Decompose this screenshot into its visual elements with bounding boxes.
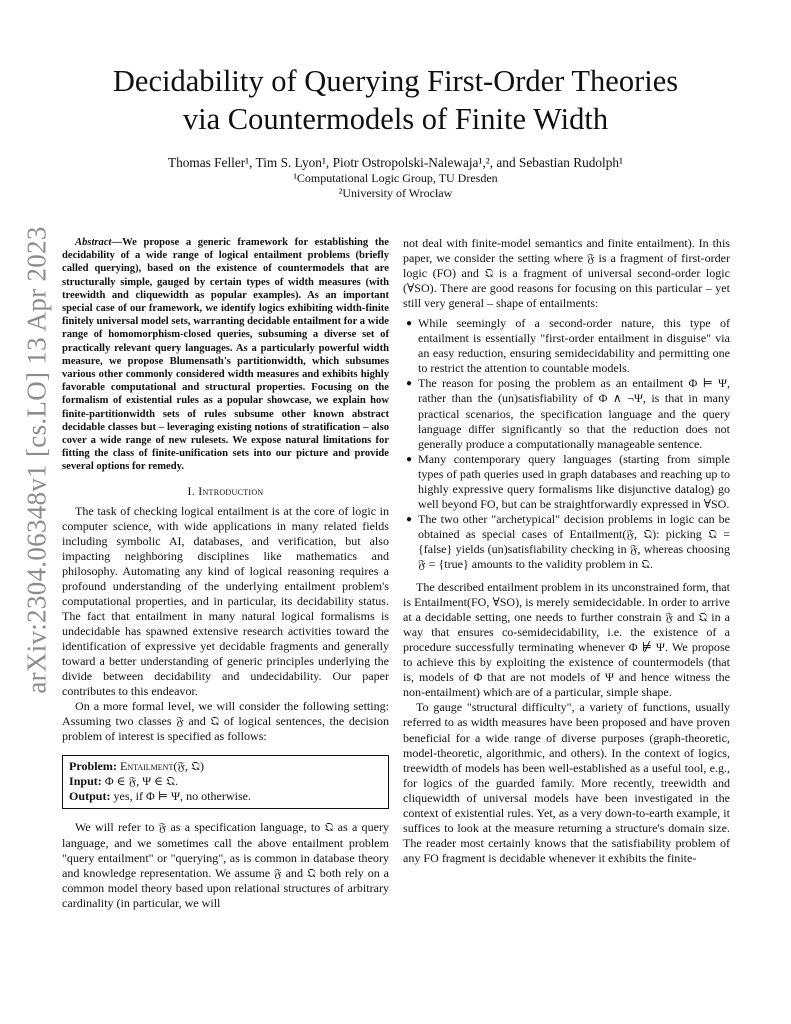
right-paragraph-1: not deal with finite-model semantics and finite entailment). In this paper, we consider the setting where 𝔉 is a fragment of first-order logic (FO) and 𝔔 is a fragment of universal second-order logic (∀SO). There are good reasons for focusing on this particular – yet still very general – shape of entailments:	[403, 236, 730, 311]
problem-label: Problem:	[69, 759, 117, 774]
list-item-text: While seemingly of a second-order nature, this type of entailment is essentially "first-order entailment in disguise" via an easy reduction, ensuring semidecidability and permitting one to restrict the attention to countable models.	[418, 316, 730, 376]
left-column	[62, 236, 389, 911]
bullet-icon: ●	[406, 318, 413, 330]
title-line-2: via Countermodels of Finite Width	[182, 102, 609, 136]
problem-box	[62, 755, 389, 809]
arxiv-id: arXiv:2304.06348v1 [cs.LO] 13 Apr 2023	[21, 226, 52, 694]
problem-row	[69, 759, 384, 774]
list-item	[406, 451, 730, 512]
list-item	[406, 376, 730, 451]
input-label: Input:	[69, 774, 102, 789]
right-paragraph-3: To gauge "structural difficulty", a variety of functions, usually referred to as width measures have been proposed and have proven beneficial for a wide range of diverse purposes (graph-theoretic, model-theoretic, algorithmic, and others). In the context of logics, treewidth of models has been well-established as a useful tool, e.g., for logics of the guarded family. More recently, treewidth and cliquewidth of universal models have been investigated in the context of existential rules. Yet, as a very down-to-earth example, it suffices to look at the measure returning a structure's domain size. The reader most certainly knows that the satisfiability problem of any FO fragment is decidable whenever it exhibits the finite-	[403, 700, 730, 865]
author-block	[60, 155, 731, 201]
arxiv-side-stamp	[8, 226, 66, 694]
output-row	[69, 789, 384, 804]
bullet-icon: ●	[406, 378, 413, 390]
affiliation-2: ²University of Wrocław	[338, 186, 453, 200]
list-item-text: The reason for posing the problem as an entailment Φ ⊨ Ψ, rather than the (un)satisfiability of Φ ∧ ¬Ψ, is that in many practical scenarios, the specification language and the query language differ significantly so that the reduction does not generally produce a computationally manageable sentence.	[418, 376, 730, 451]
abstract	[62, 236, 389, 474]
output-value: yes, if Φ ⊨ Ψ, no otherwise.	[113, 789, 251, 804]
problem-value: Entailment(𝔉, 𝔔)	[119, 759, 204, 774]
authors-line: Thomas Feller¹, Tim S. Lyon¹, Piotr Ostropolski-Nalewaja¹,², and Sebastian Rudolph¹	[167, 155, 623, 170]
intro-paragraph-1: The task of checking logical entailment is at the core of logic in computer science, with wide applications in many related fields including symbolic AI, databases, and verification, but also impacting neighboring disciplines like mathematics and philosophy. Automating any kind of logical reasoning requires a profound understanding of the underlying entailment problem's computational properties, and in particular, its decidability status. The fact that entailment in many natural logical formalisms is undecidable has spawned extensive research activities toward the identification of expressive yet decidable fragments and generally toward a better understanding of generic principles underlying the divide between decidability and undecidability. Our paper contributes to this endeavor.	[62, 503, 389, 699]
intro-paragraph-3: We will refer to 𝔉 as a specification language, to 𝔔 as a query language, and we sometimes call the above entailment problem "query entailment" or "querying", as is common in database theory and knowledge representation. We assume 𝔉 and 𝔔 both rely on a common model theory based upon relational structures of arbitrary cardinality (in particular, we will	[62, 820, 389, 910]
paper-title	[60, 62, 731, 138]
list-item-text: The two other "archetypical" decision problems in logic can be obtained as special cases of Entailment(𝔉, 𝔔): picking 𝔔 = {false} yields (un)satisfiability checking in 𝔉, whereas choosing 𝔉 = {true} amounts to the validity problem in 𝔔.	[418, 511, 730, 571]
section-heading: I. Introduction	[187, 483, 264, 498]
list-item	[406, 316, 730, 376]
list-item-text: Many contemporary query languages (starting from simple types of path queries used in graph databases and reaching up to highly expressive query formalisms like disjunctive datalog) go well beyond FO, but can be straightforwardly expressed in ∀SO.	[418, 451, 730, 511]
title-line-1: Decidability of Querying First-Order Theories	[112, 64, 679, 98]
output-label: Output:	[69, 789, 111, 804]
intro-paragraph-2: On a more formal level, we will consider the following setting: Assuming two classes 𝔉 and 𝔔 of logical sentences, the decision problem of interest is specified as follows:	[62, 699, 389, 744]
right-paragraph-2: The described entailment problem in its unconstrained form, that is Entailment(FO, ∀SO), is merely semidecidable. In order to arrive at a decidable setting, one needs to further constrain 𝔉 and 𝔔 in a way that ensures co-semidecidability, i.e. the existence of a procedure successfully terminating whenever Φ ⊭ Ψ. We propose to achieve this by exploiting the existence of countermodels (that is, models of Φ that are not models of Ψ and hence witness the non-entailment) which are of a particular, simple shape.	[403, 580, 730, 700]
bullet-icon: ●	[406, 513, 413, 525]
abstract-lead: Abstract	[75, 237, 112, 248]
bullet-icon: ●	[406, 453, 413, 465]
input-row	[69, 774, 384, 789]
affiliation-1: ¹Computational Logic Group, TU Dresden	[293, 171, 498, 185]
abstract-text: —We propose a generic framework for establishing the decidability of a wide range of logical entailment problems (briefly called querying), based on the existence of countermodels that are structurally simple, gauged by certain types of width measures (with treewidth and cliquewidth as popular examples). As an important special case of our framework, we identify logics exhibiting width-finite finitely universal model sets, warranting decidable entailment for a wide range of homomorphism-closed queries, subsuming a diverse set of practically relevant query languages. As a particularly powerful width measure, we propose Blumensath's partitionwidth, which subsumes various other commonly considered width measures and exhibits highly favorable computational and structural properties. Focusing on the formalism of existential rules as a popular showcase, we explain how finite-partitionwidth sets of rules subsume other known abstract decidable classes but – leveraging existing notions of stratification – also cover a wide range of new rulesets. We expose natural limitations for fitting the class of finite-unification sets into our picture and provide several options for remedy.	[62, 237, 389, 473]
right-column	[403, 236, 730, 866]
input-value: Φ ∈ 𝔉, Ψ ∈ 𝔔.	[104, 774, 179, 789]
list-item	[406, 511, 730, 572]
reasons-list	[403, 316, 730, 572]
